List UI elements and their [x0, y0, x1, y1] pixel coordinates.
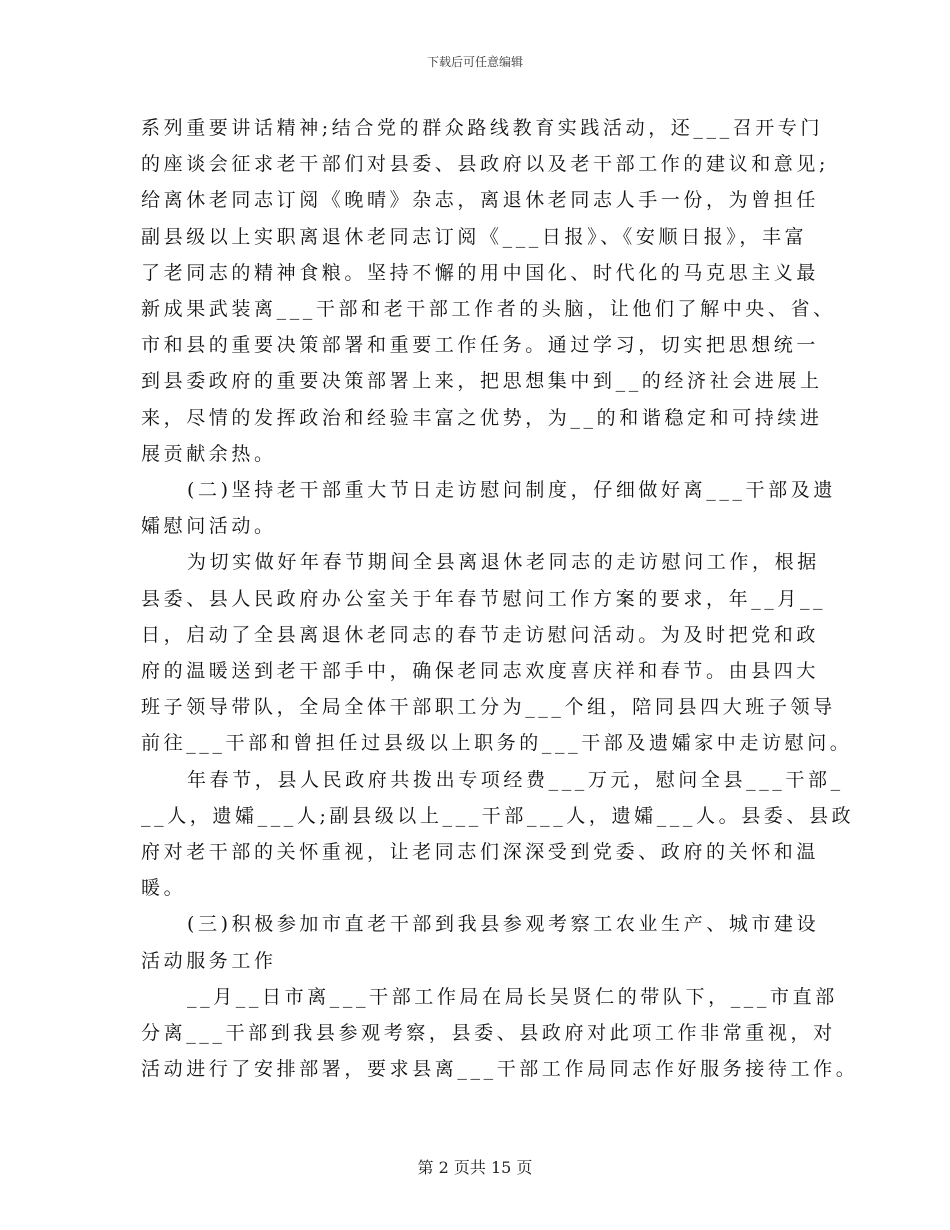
paragraph [141, 544, 853, 761]
text-line: 了老同志的精神食粮。坚持不懈的用中国化、时代化的马克思主义最 [141, 261, 820, 284]
text-line: (三)积极参加市直老干部到我县参观考察工农业生产、城市建设 [187, 913, 820, 936]
paragraph [141, 472, 836, 544]
text-line: (二)坚持老干部重大节日走访慰问制度，仔细做好离___干部及遗 [187, 479, 836, 502]
paragraph [141, 979, 859, 1088]
text-line: 年春节，县人民政府共拨出专项经费___万元，慰问全县___干部_ [187, 768, 844, 791]
text-line: 来，尽情的发挥政治和经验丰富之优势，为__的和谐稳定和可持续进 [141, 406, 823, 429]
paragraph [141, 906, 823, 978]
text-line: 市和县的重要决策部署和重要工作任务。通过学习，切实把思想统一 [141, 334, 820, 357]
text-line: __月__日市离___干部工作局在局长吴贤仁的带队下，___市直部 [187, 985, 838, 1008]
text-line: __人，遗孀___人;副县级以上___干部___人，遗孀___人。县委、县政 [141, 804, 855, 827]
text-line: 分离___干部到我县参观考察，县委、县政府对此项工作非常重视，对 [141, 1022, 836, 1045]
text-line: 县委、县人民政府办公室关于年春节慰问工作方案的要求，年__月__ [141, 587, 827, 610]
text-line: 为切实做好年春节期间全县离退休老同志的走访慰问工作，根据 [187, 551, 820, 574]
text-line: 暖。 [141, 877, 187, 900]
text-line: 府的温暖送到老干部手中，确保老同志欢度喜庆祥和春节。由县四大 [141, 660, 820, 683]
paragraph [141, 762, 855, 907]
text-line: 副县级以上实职离退休老同志订阅《___日报》、《安顺日报》，丰富 [141, 225, 808, 248]
text-line: 系列重要讲话精神;结合党的群众路线教育实践活动，还___召开专门 [141, 117, 824, 139]
page-header: 下载后可任意编辑 [426, 55, 523, 69]
text-line: 前往___干部和曾担任过县级以上职务的___干部及遗孀家中走访慰问。 [141, 732, 853, 755]
text-line: 的座谈会征求老干部们对县委、县政府以及老干部工作的建议和意见; [141, 153, 830, 176]
text-line: 班子领导带队，全局全体干部职工分为___个组，陪同县四大班子领导 [141, 696, 836, 719]
text-line: 展贡献余热。 [141, 442, 277, 465]
text-line: 日，启动了全县离退休老同志的春节走访慰问活动。为及时把党和政 [141, 623, 820, 646]
text-line: 活动进行了安排部署，要求县离___干部工作局同志作好服务接待工作。 [141, 1058, 859, 1081]
text-line: 活动服务工作 [141, 949, 277, 972]
text-line: 新成果武装离___干部和老干部工作者的头脑，让他们了解中央、省、 [141, 298, 836, 321]
text-line: 到县委政府的重要决策部署上来，把思想集中到__的经济社会进展上 [141, 370, 823, 393]
text-line: 孀慰问活动。 [141, 515, 277, 538]
paragraph [141, 110, 836, 472]
text-line: 府对老干部的关怀重视，让老同志们深深受到党委、政府的关怀和温 [141, 841, 820, 864]
document-body [141, 110, 859, 1087]
page-footer: 第 2 页共 15 页 [417, 1158, 533, 1177]
text-line: 给离休老同志订阅《晚晴》杂志，离退休老同志人手一份，为曾担任 [141, 189, 820, 212]
